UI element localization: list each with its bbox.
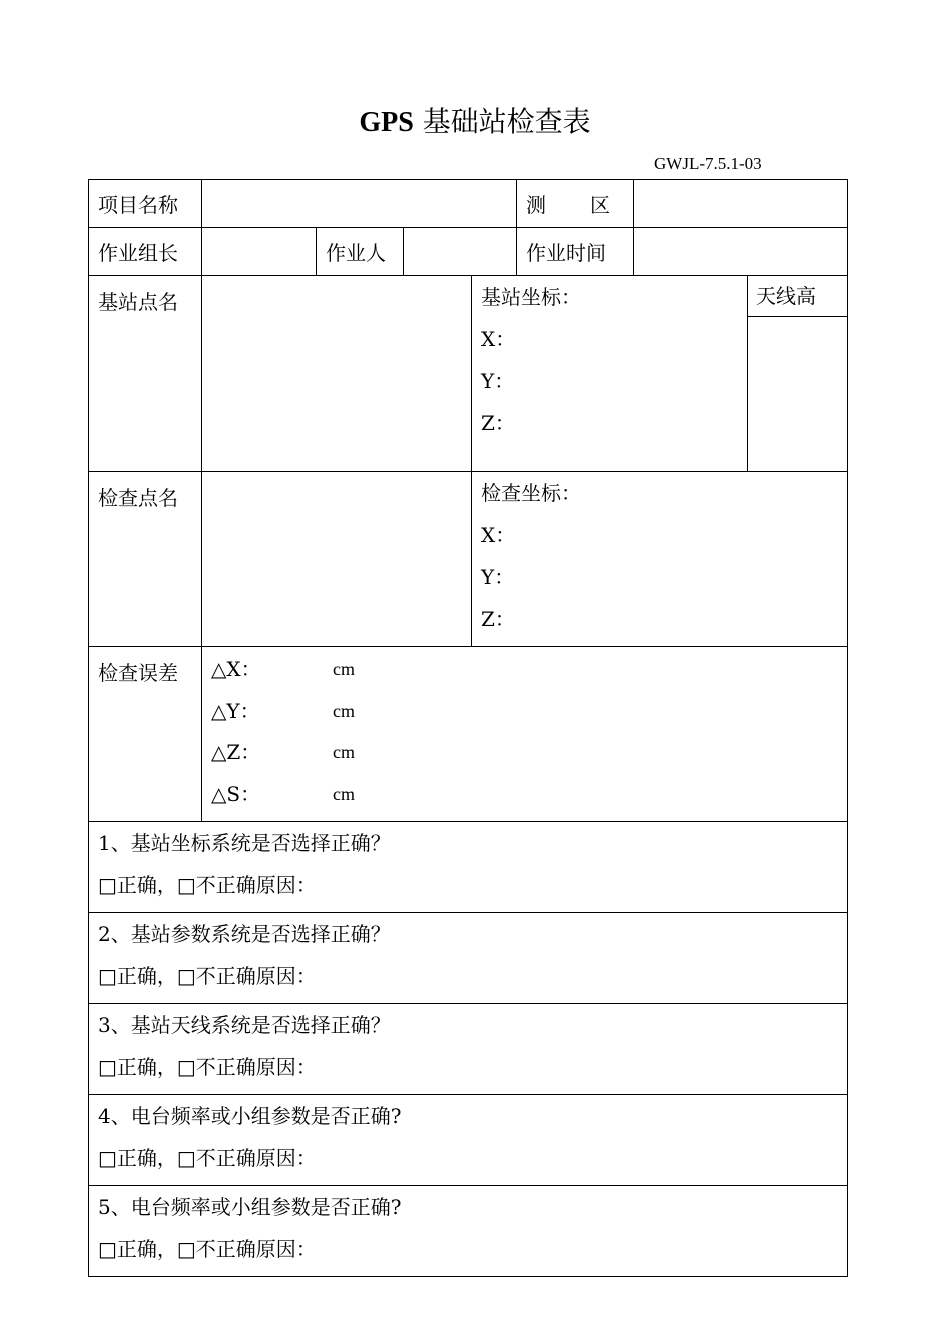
error-item-name: △S： — [211, 781, 261, 806]
team-leader-label: 作业组长 — [89, 228, 202, 276]
base-coord-label: 基站坐标： — [481, 285, 581, 309]
question-options[interactable]: □正确，□不正确原因： — [98, 1055, 316, 1079]
question-cell[interactable] — [89, 822, 848, 913]
error-item — [211, 655, 847, 697]
question-cell[interactable] — [89, 1186, 848, 1277]
check-coord-label: 检查坐标： — [481, 481, 581, 505]
inspection-form-table — [88, 179, 848, 1277]
title-latin: GPS — [359, 107, 414, 138]
form-code: GWJL-7.5.1-03 — [654, 154, 762, 173]
area-label — [517, 180, 634, 228]
page-title — [0, 100, 950, 140]
work-time-label: 作业时间 — [517, 228, 634, 276]
question-text: 3、基站天线系统是否选择正确？ — [98, 1013, 391, 1037]
base-coordinates[interactable] — [472, 276, 748, 472]
question-text: 1、基站坐标系统是否选择正确？ — [98, 831, 391, 855]
error-item-unit: cm — [333, 742, 355, 762]
check-coord-x: X： — [481, 523, 516, 547]
team-leader-field[interactable] — [202, 228, 317, 276]
question-row-4 — [89, 1095, 848, 1186]
area-field[interactable] — [634, 180, 848, 228]
check-coordinates[interactable] — [472, 472, 848, 647]
question-row-2 — [89, 913, 848, 1004]
error-item-name: △X： — [211, 657, 261, 681]
area-label-a: 测 — [526, 193, 546, 217]
row-project — [89, 180, 848, 228]
check-point-label: 检查点名 — [89, 472, 202, 647]
check-point-field[interactable] — [202, 472, 472, 647]
question-row-1 — [89, 822, 848, 913]
error-item-unit: cm — [333, 700, 355, 721]
question-row-5 — [89, 1186, 848, 1277]
project-name-label: 项目名称 — [89, 180, 202, 228]
check-coord-y: Y： — [481, 565, 515, 589]
antenna-height-cell — [748, 276, 848, 472]
question-options[interactable]: □正确，□不正确原因： — [98, 964, 316, 988]
question-options[interactable]: □正确，□不正确原因： — [98, 1146, 316, 1170]
antenna-height-label: 天线高 — [748, 276, 847, 317]
base-point-field[interactable] — [202, 276, 472, 472]
base-coord-y: Y： — [481, 369, 515, 393]
title-chinese: 基础站检查表 — [413, 105, 591, 138]
question-cell[interactable] — [89, 913, 848, 1004]
check-coord-z: Z： — [481, 607, 515, 631]
question-cell[interactable] — [89, 1004, 848, 1095]
area-label-b: 区 — [590, 193, 610, 217]
error-item — [211, 738, 847, 780]
row-check-point — [89, 472, 848, 647]
base-coord-x: X： — [481, 327, 516, 351]
question-cell[interactable] — [89, 1095, 848, 1186]
question-text: 4、电台频率或小组参数是否正确? — [98, 1104, 402, 1128]
row-check-error — [89, 647, 848, 822]
error-item-name: △Z： — [211, 740, 261, 764]
project-name-field[interactable] — [202, 180, 517, 228]
row-team — [89, 228, 848, 276]
error-item-name: △Y： — [211, 698, 260, 723]
check-error-values[interactable] — [202, 647, 848, 822]
operator-field[interactable] — [404, 228, 517, 276]
error-item-unit: cm — [333, 659, 355, 679]
error-item — [211, 697, 847, 739]
question-options[interactable]: □正确，□不正确原因： — [98, 873, 316, 897]
question-text: 5、电台频率或小组参数是否正确? — [98, 1195, 402, 1219]
operator-label: 作业人 — [317, 228, 404, 276]
check-error-label: 检查误差 — [89, 647, 202, 822]
question-row-3 — [89, 1004, 848, 1095]
error-item — [211, 780, 847, 822]
question-text: 2、基站参数系统是否选择正确？ — [98, 922, 391, 946]
antenna-height-field[interactable] — [748, 317, 847, 471]
base-coord-z: Z： — [481, 411, 515, 435]
question-options[interactable]: □正确，□不正确原因： — [98, 1237, 316, 1261]
base-point-label: 基站点名 — [89, 276, 202, 472]
error-item-unit: cm — [333, 783, 355, 804]
row-base-station — [89, 276, 848, 472]
work-time-field[interactable] — [634, 228, 848, 276]
